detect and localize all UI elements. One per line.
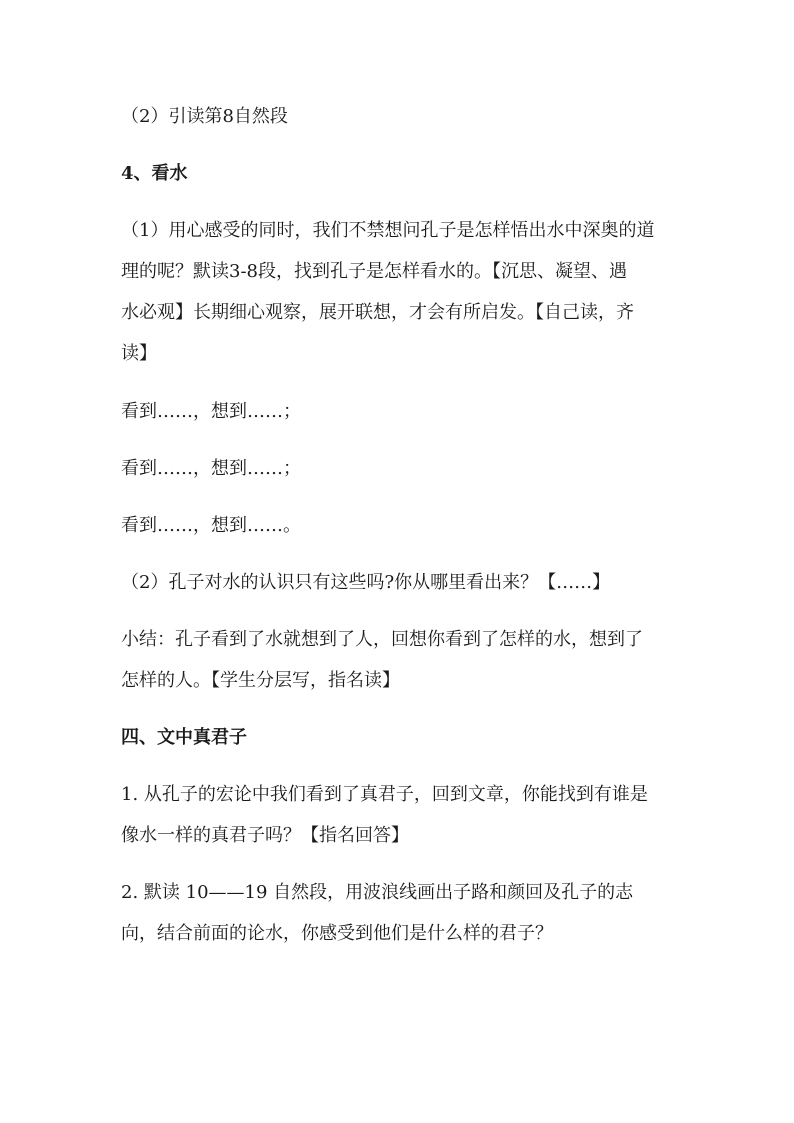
paragraph-line: 1. 从孔子的宏论中我们看到了真君子，回到文章，你能找到有谁是 <box>121 784 648 805</box>
list-item-1 <box>121 774 677 856</box>
paragraph-line: 像水一样的真君子吗？【指名回答】 <box>121 825 409 846</box>
paragraph-line: 向，结合前面的论水，你感受到他们是什么样的君子？ <box>121 923 553 944</box>
paragraph-line: （2）孔子对水的认识只有这些吗?你从哪里看出来？【……】 <box>121 572 611 593</box>
paragraph-line: （1）用心感受的同时，我们不禁想问孔子是怎样悟出水中深奥的道 <box>121 220 655 241</box>
heading-text: 4、看水 <box>121 163 188 184</box>
paragraph-guided-reading <box>121 96 677 137</box>
paragraph-line: 看到……，想到……； <box>121 401 301 422</box>
paragraph-line: 看到……，想到……。 <box>121 515 301 536</box>
list-item-2 <box>121 872 677 954</box>
paragraph-see-think-2 <box>121 448 677 489</box>
heading-text: 四、文中真君子 <box>121 727 247 748</box>
paragraph-line: 怎样的人。【学生分层写，指名读】 <box>121 670 400 691</box>
paragraph-see-think-3 <box>121 505 677 546</box>
paragraph-line: 理的呢？默读3-8段，找到孔子是怎样看水的。【沉思、凝望、遇 <box>121 261 627 282</box>
paragraph-line: 水必观】长期细心观察，展开联想，才会有所启发。【自己读，齐 <box>121 302 634 323</box>
paragraph-see-think-1 <box>121 391 677 432</box>
paragraph-question-1 <box>121 210 677 374</box>
section-heading-true-gentleman <box>121 717 677 758</box>
paragraph-line: 小结：孔子看到了水就想到了人，回想你看到了怎样的水，想到了 <box>121 629 643 650</box>
paragraph-line: 看到……，想到……； <box>121 458 301 479</box>
section-heading-look-at-water <box>121 153 677 194</box>
paragraph-line: （2）引读第8自然段 <box>121 106 288 127</box>
paragraph-line: 2. 默读 10——19 自然段，用波浪线画出子路和颜回及孔子的志 <box>121 882 634 903</box>
paragraph-line: 读】 <box>121 343 157 364</box>
paragraph-summary <box>121 619 677 701</box>
paragraph-question-2 <box>121 562 677 603</box>
